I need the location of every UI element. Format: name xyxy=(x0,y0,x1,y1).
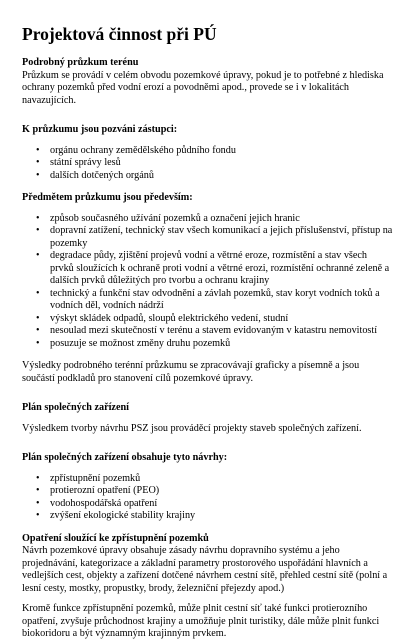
list-item: • degradace půdy, zjištění projevů vodní a větrné eroze, rozmístění a stav všech prvků sloužících k ochraně proti vodní a větrné erozi, rozmístění ochranné zeleně a dalších prvků důležitých pro tvorbu a ochranu krajiny xyxy=(50,250,393,288)
section-heading-pruzkum: Podrobný průzkum terénu xyxy=(22,57,139,68)
list-item: • orgánu ochrany zemědělského půdního fondu xyxy=(50,145,393,158)
list-item: • výskyt skládek odpadů, sloupů elektrického vedení, studní xyxy=(50,313,393,326)
list-zastupci xyxy=(22,145,393,183)
list-item: • způsob současného užívání pozemků a označení jejich hranic xyxy=(50,213,393,226)
list-navrhy xyxy=(22,473,393,523)
list-item: • zvýšení ekologické stability krajiny xyxy=(50,510,393,523)
list-item: • zpřístupnění pozemků xyxy=(50,473,393,486)
list-item: • protierozní opatření (PEO) xyxy=(50,485,393,498)
paragraph-opatreni: Návrh pozemkové úpravy obsahuje zásady návrhu dopravního systému a jeho projednávání, kategorizace a základní parametry prostorového uspořádání hlavních a vedlejších cest, objekty a zařízení dotčené návrhem cestní sítě, přehled cestní sítě (polní a lesní cesty, mostky, propustky, brody, železniční přejezdy apod.) xyxy=(22,545,388,594)
list-item: • státní správy lesů xyxy=(50,157,393,170)
list-predmet xyxy=(22,213,393,351)
list-item: • posuzuje se možnost změny druhu pozemků xyxy=(50,338,393,351)
section-heading-zastupci: K průzkumu jsou pozváni zástupci: xyxy=(22,124,178,135)
page-title: Projektová činnost při PÚ xyxy=(22,24,217,44)
paragraph-plan: Výsledkem tvorby návrhu PSZ jsou prováděcí projekty staveb společných zařízení. xyxy=(22,422,362,434)
section-heading-navrhy: Plán společných zařízení obsahuje tyto návrhy: xyxy=(22,452,228,463)
paragraph-funkce: Kromě funkce zpřístupnění pozemků, může plnit cestní síť také funkci protierozního opatření, zvyšuje průchodnost krajiny a umožňuje plnit turistiky, dále může plnit funkci biokoridoru a být významným krajinným prvkem. xyxy=(22,603,380,639)
list-item: • dalších dotčených orgánů xyxy=(50,170,393,183)
list-item: • vodohospodářská opatření xyxy=(50,498,393,511)
paragraph-pruzkum: Průzkum se provádí v celém obvodu pozemkové úpravy, pokud je to potřebné z hlediska ochrany pozemků před vodní erozí a povodněmi apod., provede se i v lokalitách navazujících. xyxy=(22,69,384,106)
list-item: • nesoulad mezi skutečností v terénu a stavem evidovaným v katastru nemovitostí xyxy=(50,325,393,338)
paragraph-vysledky: Výsledky podrobného terénní průzkumu se zpracovávají graficky a písemně a jsou součástí podkladů pro stanovení cílů pozemkové úpravy. xyxy=(22,360,360,384)
section-heading-plan: Plán společných zařízení xyxy=(22,402,129,413)
list-item: • dopravní zatížení, technický stav všech komunikací a jejich příslušenství, přístup na pozemky xyxy=(50,225,393,250)
list-item: • technický a funkční stav odvodnění a závlah pozemků, stav koryt vodních toků a vodních děl, vodních nádrží xyxy=(50,288,393,313)
section-heading-predmet: Předmětem průzkumu jsou především: xyxy=(22,192,193,203)
section-heading-opatreni: Opatření sloužící ke zpřístupnění pozemků xyxy=(22,532,209,544)
